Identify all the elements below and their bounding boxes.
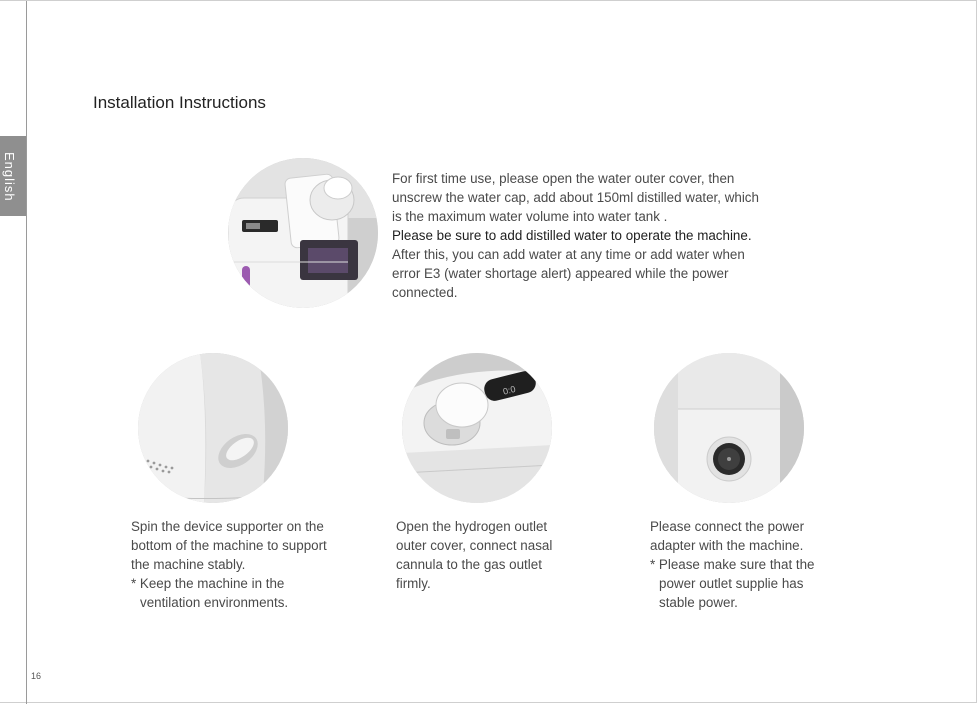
- step2-description: Spin the device supporter on the bottom of the machine to support the machine stably.: [131, 519, 327, 572]
- step4-description: Please connect the power adapter with the machine.: [650, 519, 805, 553]
- step1-text-a: For first time use, please open the water outer cover, then unscrew the water cap, add about 150ml distilled water, which is the maximum water volume into water tank .: [392, 171, 759, 224]
- step4-image: [654, 353, 804, 503]
- step2-image: [138, 353, 288, 503]
- device-supporter-icon: [138, 353, 288, 503]
- step1-image: [228, 158, 378, 308]
- step4-text: [650, 517, 840, 612]
- left-margin-rule: [26, 1, 27, 704]
- language-tab-label: English: [2, 152, 17, 202]
- step1-emphasis: Please be sure to add distilled water to operate the machine.: [392, 228, 752, 243]
- display-readout: 0:0: [501, 383, 517, 397]
- step3-image: [402, 353, 552, 503]
- language-tab: [0, 136, 26, 216]
- hydrogen-outlet-cover-icon: [402, 353, 552, 503]
- step4-note: * Please make sure that the power outlet supplie has stable power.: [650, 557, 815, 610]
- step1-text-b: [392, 226, 772, 302]
- power-port-icon: [654, 353, 804, 503]
- step3-text: [396, 517, 576, 593]
- water-tank-open-icon: [228, 158, 378, 308]
- step1-text-b-rest: After this, you can add water at any time or add water when error E3 (water shortage alert) appeared while the power connected.: [392, 247, 745, 300]
- page-title: Installation Instructions: [93, 93, 266, 112]
- step1-text: [392, 169, 772, 302]
- page-number: 16: [31, 671, 42, 681]
- step2-note: * Keep the machine in the ventilation environments.: [131, 576, 289, 610]
- step2-text: [131, 517, 331, 612]
- step3-description: Open the hydrogen outlet outer cover, connect nasal cannula to the gas outlet firmly.: [396, 519, 553, 591]
